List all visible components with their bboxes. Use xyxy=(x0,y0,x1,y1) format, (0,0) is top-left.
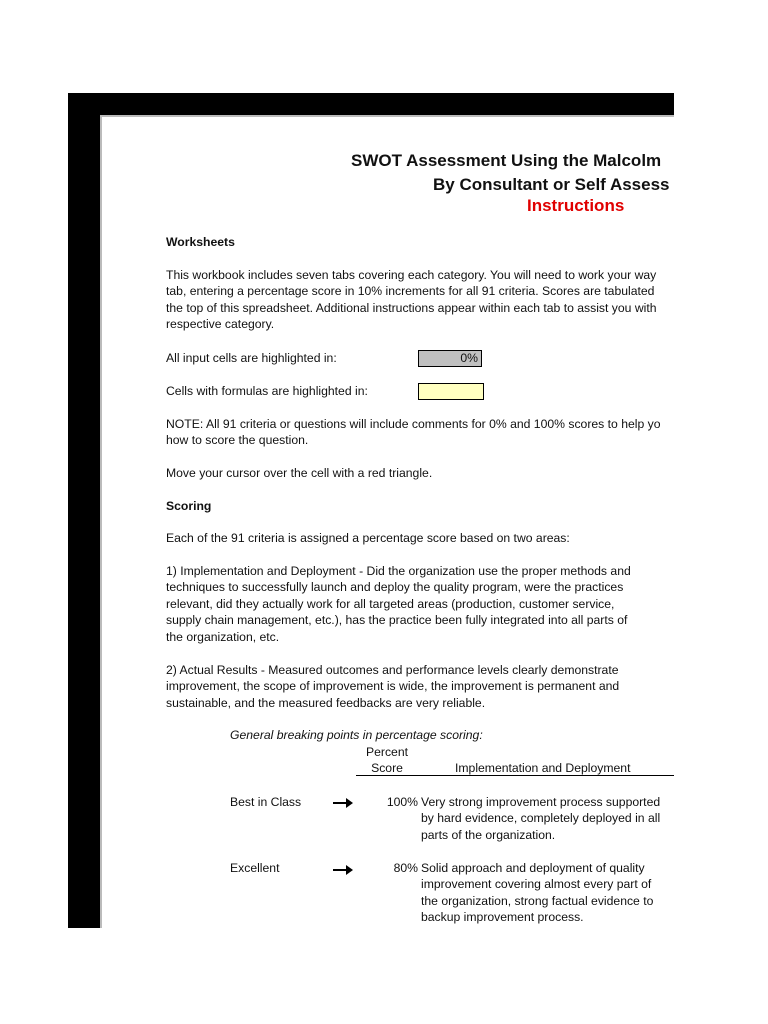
arrow-right-icon xyxy=(333,865,353,875)
desc-best-in-class xyxy=(421,794,660,843)
text-line: Solid approach and deployment of quality xyxy=(421,861,645,875)
breaking-points-caption: General breaking points in percentage scoring: xyxy=(230,728,483,742)
title-line-2: By Consultant or Self Assess xyxy=(433,175,670,194)
title-line-1: SWOT Assessment Using the Malcolm xyxy=(351,151,662,170)
text-line: 2) Actual Results - Measured outcomes and performance levels clearly demonstrate xyxy=(166,663,619,677)
cursor-note: Move your cursor over the cell with a red triangle. xyxy=(166,466,433,480)
worksheets-heading: Worksheets xyxy=(166,235,235,249)
text-line: respective category. xyxy=(166,317,275,332)
arrow-right-icon xyxy=(333,798,353,808)
text-line: backup improvement process. xyxy=(421,910,584,925)
desc-excellent xyxy=(421,860,653,926)
text-line: parts of the organization. xyxy=(421,827,556,842)
text-line: 1) Implementation and Deployment - Did the organization use the proper methods and xyxy=(166,564,631,578)
worksheets-paragraph xyxy=(166,267,657,333)
text-line: the organization, strong factual evidence to xyxy=(421,893,654,908)
scoring-point-2 xyxy=(166,662,619,711)
text-line: improvement covering almost every part of xyxy=(421,877,652,892)
text-line: supply chain management, etc.), has the practice been fully integrated into all parts of xyxy=(166,613,628,628)
text-line: improvement, the scope of improvement is wide, the improvement is permanent and xyxy=(166,679,620,694)
col-header-implementation: Implementation and Deployment xyxy=(455,761,631,775)
scoring-point-1 xyxy=(166,563,631,645)
instructions-title: Instructions xyxy=(527,196,625,215)
note-paragraph xyxy=(166,416,661,449)
text-line: how to score the question. xyxy=(166,433,309,448)
scoring-heading: Scoring xyxy=(166,499,212,513)
level-excellent: Excellent xyxy=(230,861,280,875)
window-frame-top xyxy=(68,93,674,115)
header-underline xyxy=(356,775,674,776)
text-line: This workbook includes seven tabs covering each category. You will need to work your way xyxy=(166,268,657,282)
text-line: NOTE: All 91 criteria or questions will include comments for 0% and 100% scores to help yo xyxy=(166,417,661,431)
input-cells-label: All input cells are highlighted in: xyxy=(166,351,337,365)
input-cell-sample[interactable]: 0% xyxy=(418,350,482,367)
text-line: Very strong improvement process supported xyxy=(421,795,661,809)
text-line: relevant, did they actually work for all targeted areas (production, customer service, xyxy=(166,596,615,611)
text-line: sustainable, and the measured feedbacks are very reliable. xyxy=(166,695,486,710)
col-header-score: Score xyxy=(371,761,403,775)
text-line: techniques to successfully launch and deploy the quality program, were the practices xyxy=(166,580,624,595)
scoring-intro: Each of the 91 criteria is assigned a percentage score based on two areas: xyxy=(166,531,570,545)
text-line: the organization, etc. xyxy=(166,629,280,644)
formula-cell-sample[interactable] xyxy=(418,383,484,400)
score-best-in-class: 100% xyxy=(386,795,418,809)
window-frame-left xyxy=(68,93,100,928)
text-line: tab, entering a percentage score in 10% increments for all 91 criteria. Scores are tabulated xyxy=(166,284,655,299)
level-best-in-class: Best in Class xyxy=(230,795,302,809)
col-header-percent: Percent xyxy=(365,745,408,759)
formula-cells-label: Cells with formulas are highlighted in: xyxy=(166,384,368,398)
spreadsheet-page xyxy=(102,117,674,928)
text-line: by hard evidence, completely deployed in all xyxy=(421,811,661,826)
text-line: the top of this spreadsheet. Additional instructions appear within each tab to assist you with xyxy=(166,300,657,315)
score-excellent: 80% xyxy=(393,861,418,875)
